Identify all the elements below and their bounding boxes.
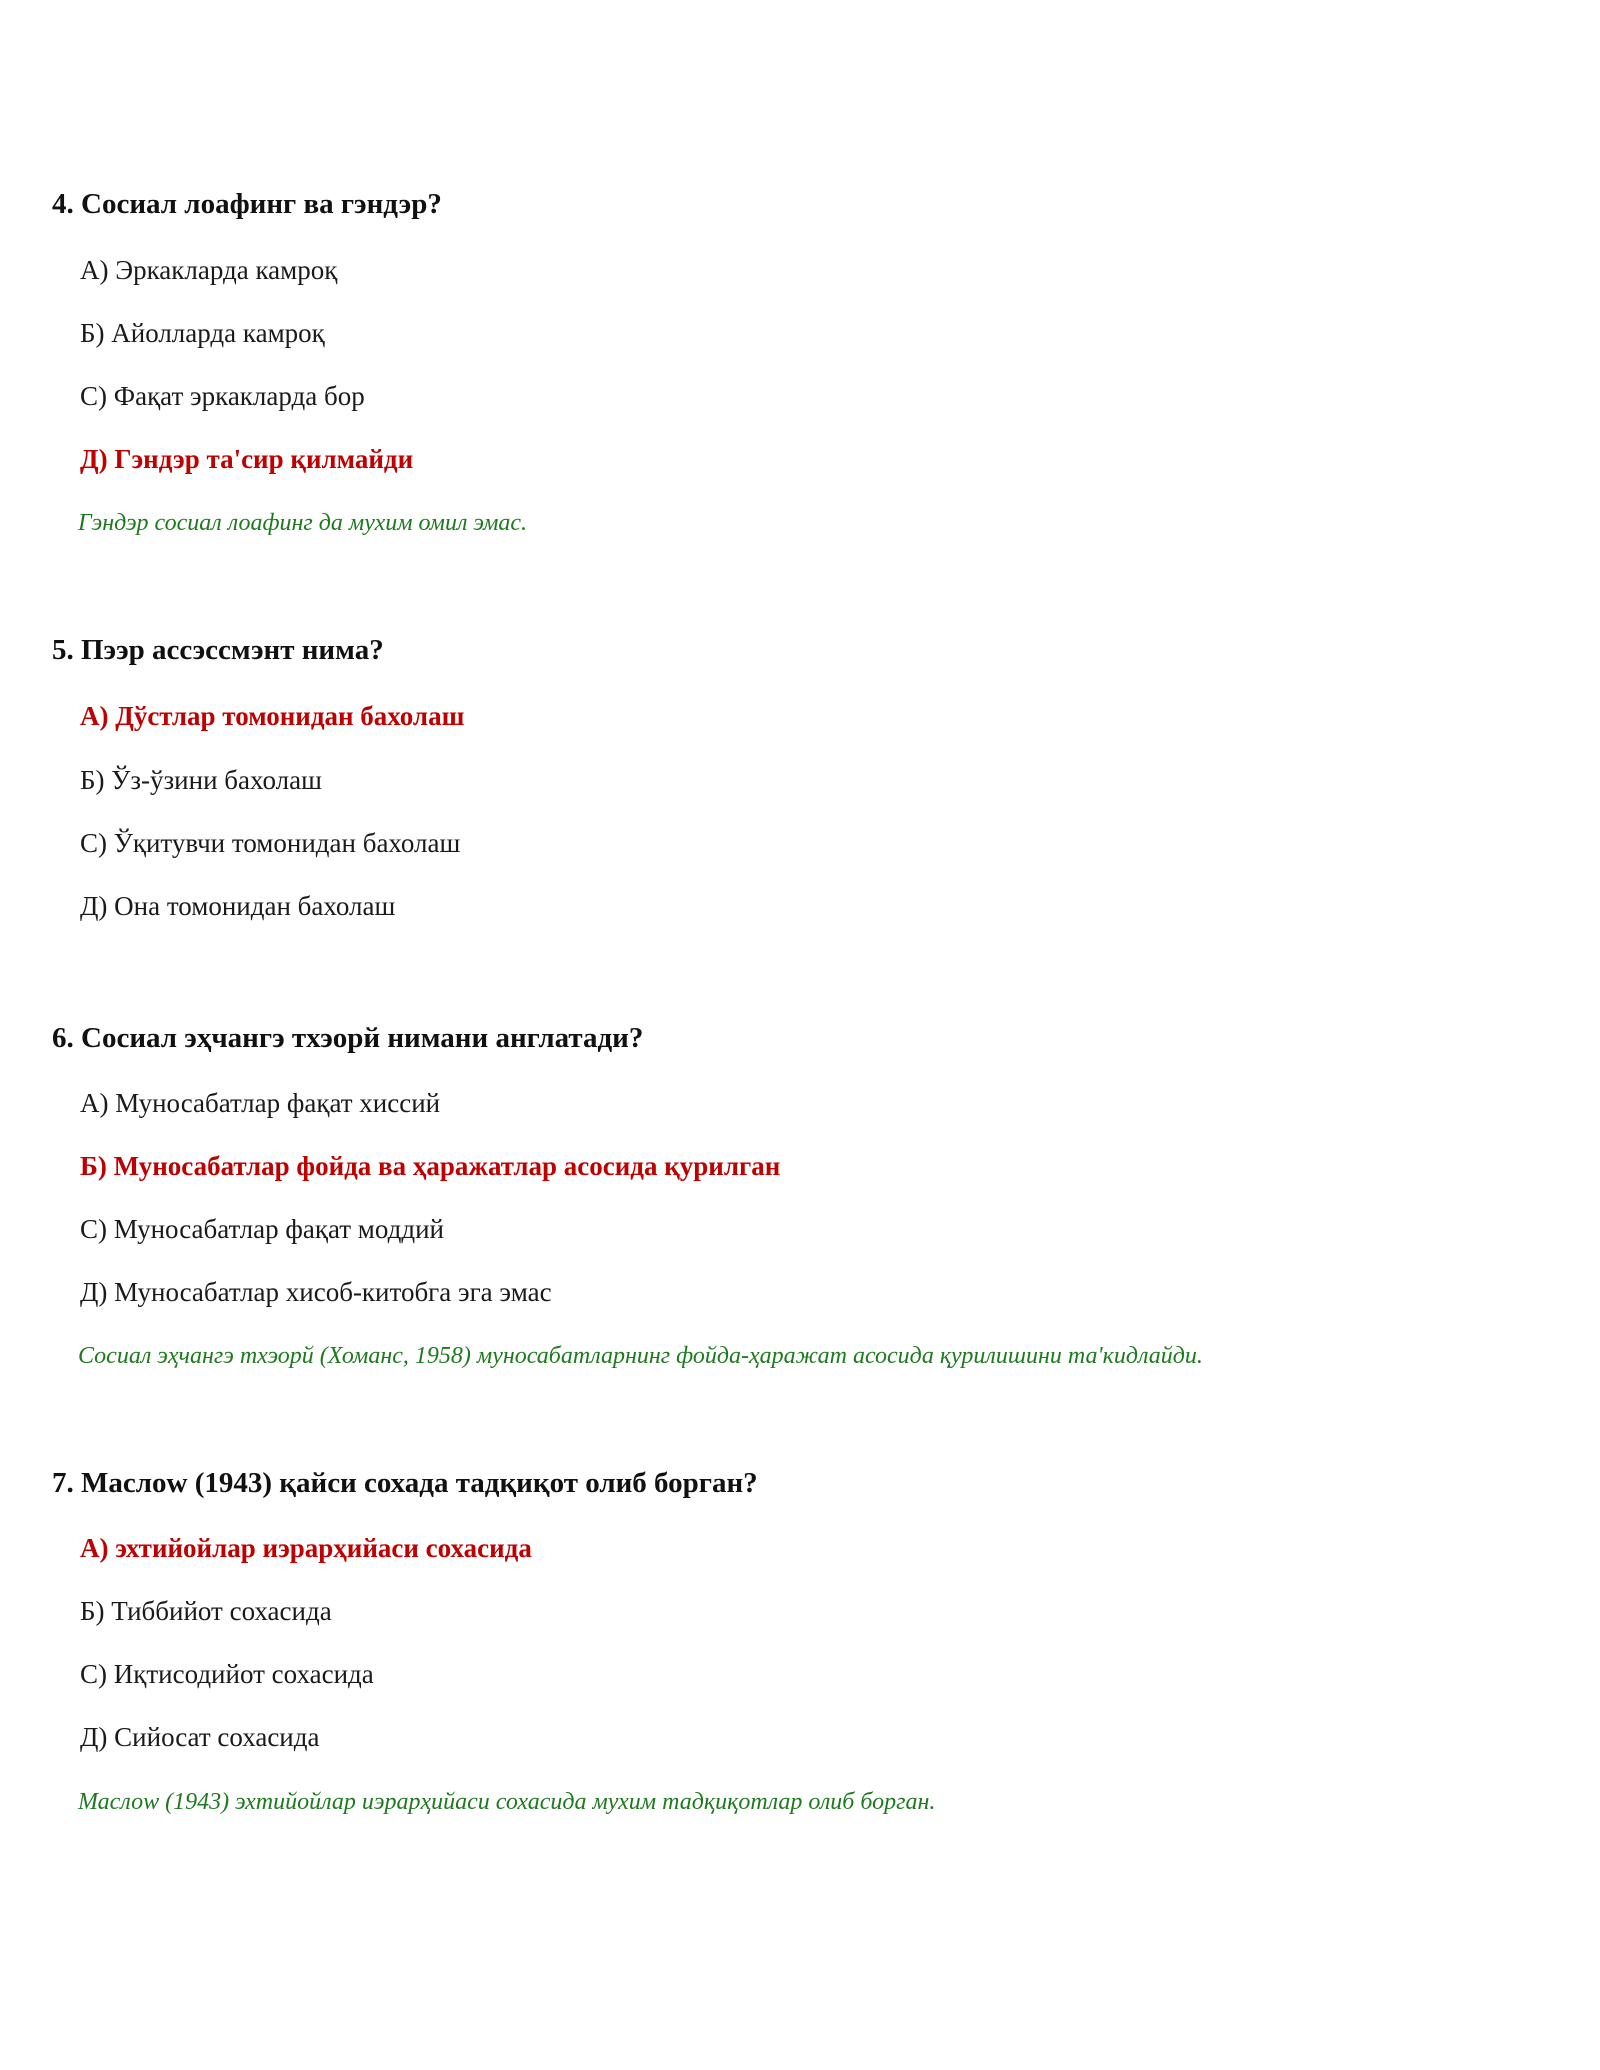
question-title: 7. Маслоw (1943) қайси сохада тадқиқот олиб борган? (52, 1467, 758, 1499)
option-c: С) Фақат эркакларда бор (80, 381, 365, 411)
option-c: С) Муносабатлар фақат моддий (80, 1214, 444, 1244)
option-a: А) Эркакларда камроқ (80, 255, 338, 285)
option-d-correct: Д) Гэндэр та'сир қилмайди (80, 444, 414, 474)
answer-explanation: Сосиал эҳчангэ тхэорй (Хоманс, 1958) муносабатларнинг фойда-ҳаражат асосида қурилишини та'кидлайди. (78, 1343, 1203, 1369)
answer-explanation: Маслоw (1943) эхтийойлар иэрарҳийаси сохасида мухим тадқиқотлар олиб борган. (78, 1789, 936, 1815)
question-title: 6. Сосиал эҳчангэ тхэорй нимани англатади? (52, 1022, 644, 1054)
option-a-correct: А) Дўстлар томонидан бахолаш (80, 701, 465, 731)
option-c: С) Ўқитувчи томонидан бахолаш (80, 828, 461, 858)
option-d: Д) Сийосат сохасида (80, 1722, 320, 1752)
option-a: А) Муносабатлар фақат хиссий (80, 1088, 441, 1118)
option-b-correct: Б) Муносабатлар фойда ва ҳаражатлар асосида қурилган (80, 1151, 781, 1181)
option-b: Б) Ўз-ўзини бахолаш (80, 765, 322, 795)
question-title: 4. Сосиал лоафинг ва гэндэр? (52, 188, 442, 220)
question-title: 5. Пээр ассэссмэнт нима? (52, 634, 384, 666)
option-d: Д) Она томонидан бахолаш (80, 891, 396, 921)
option-c: С) Иқтисодийот сохасида (80, 1659, 374, 1689)
option-d: Д) Муносабатлар хисоб-китобга эга эмас (80, 1277, 552, 1307)
option-b: Б) Тиббийот сохасида (80, 1596, 332, 1626)
option-a-correct: А) эхтийойлар иэрарҳийаси сохасида (80, 1533, 532, 1563)
answer-explanation: Гэндэр сосиал лоафинг да мухим омил эмас. (78, 510, 528, 536)
option-b: Б) Айолларда камроқ (80, 318, 325, 348)
